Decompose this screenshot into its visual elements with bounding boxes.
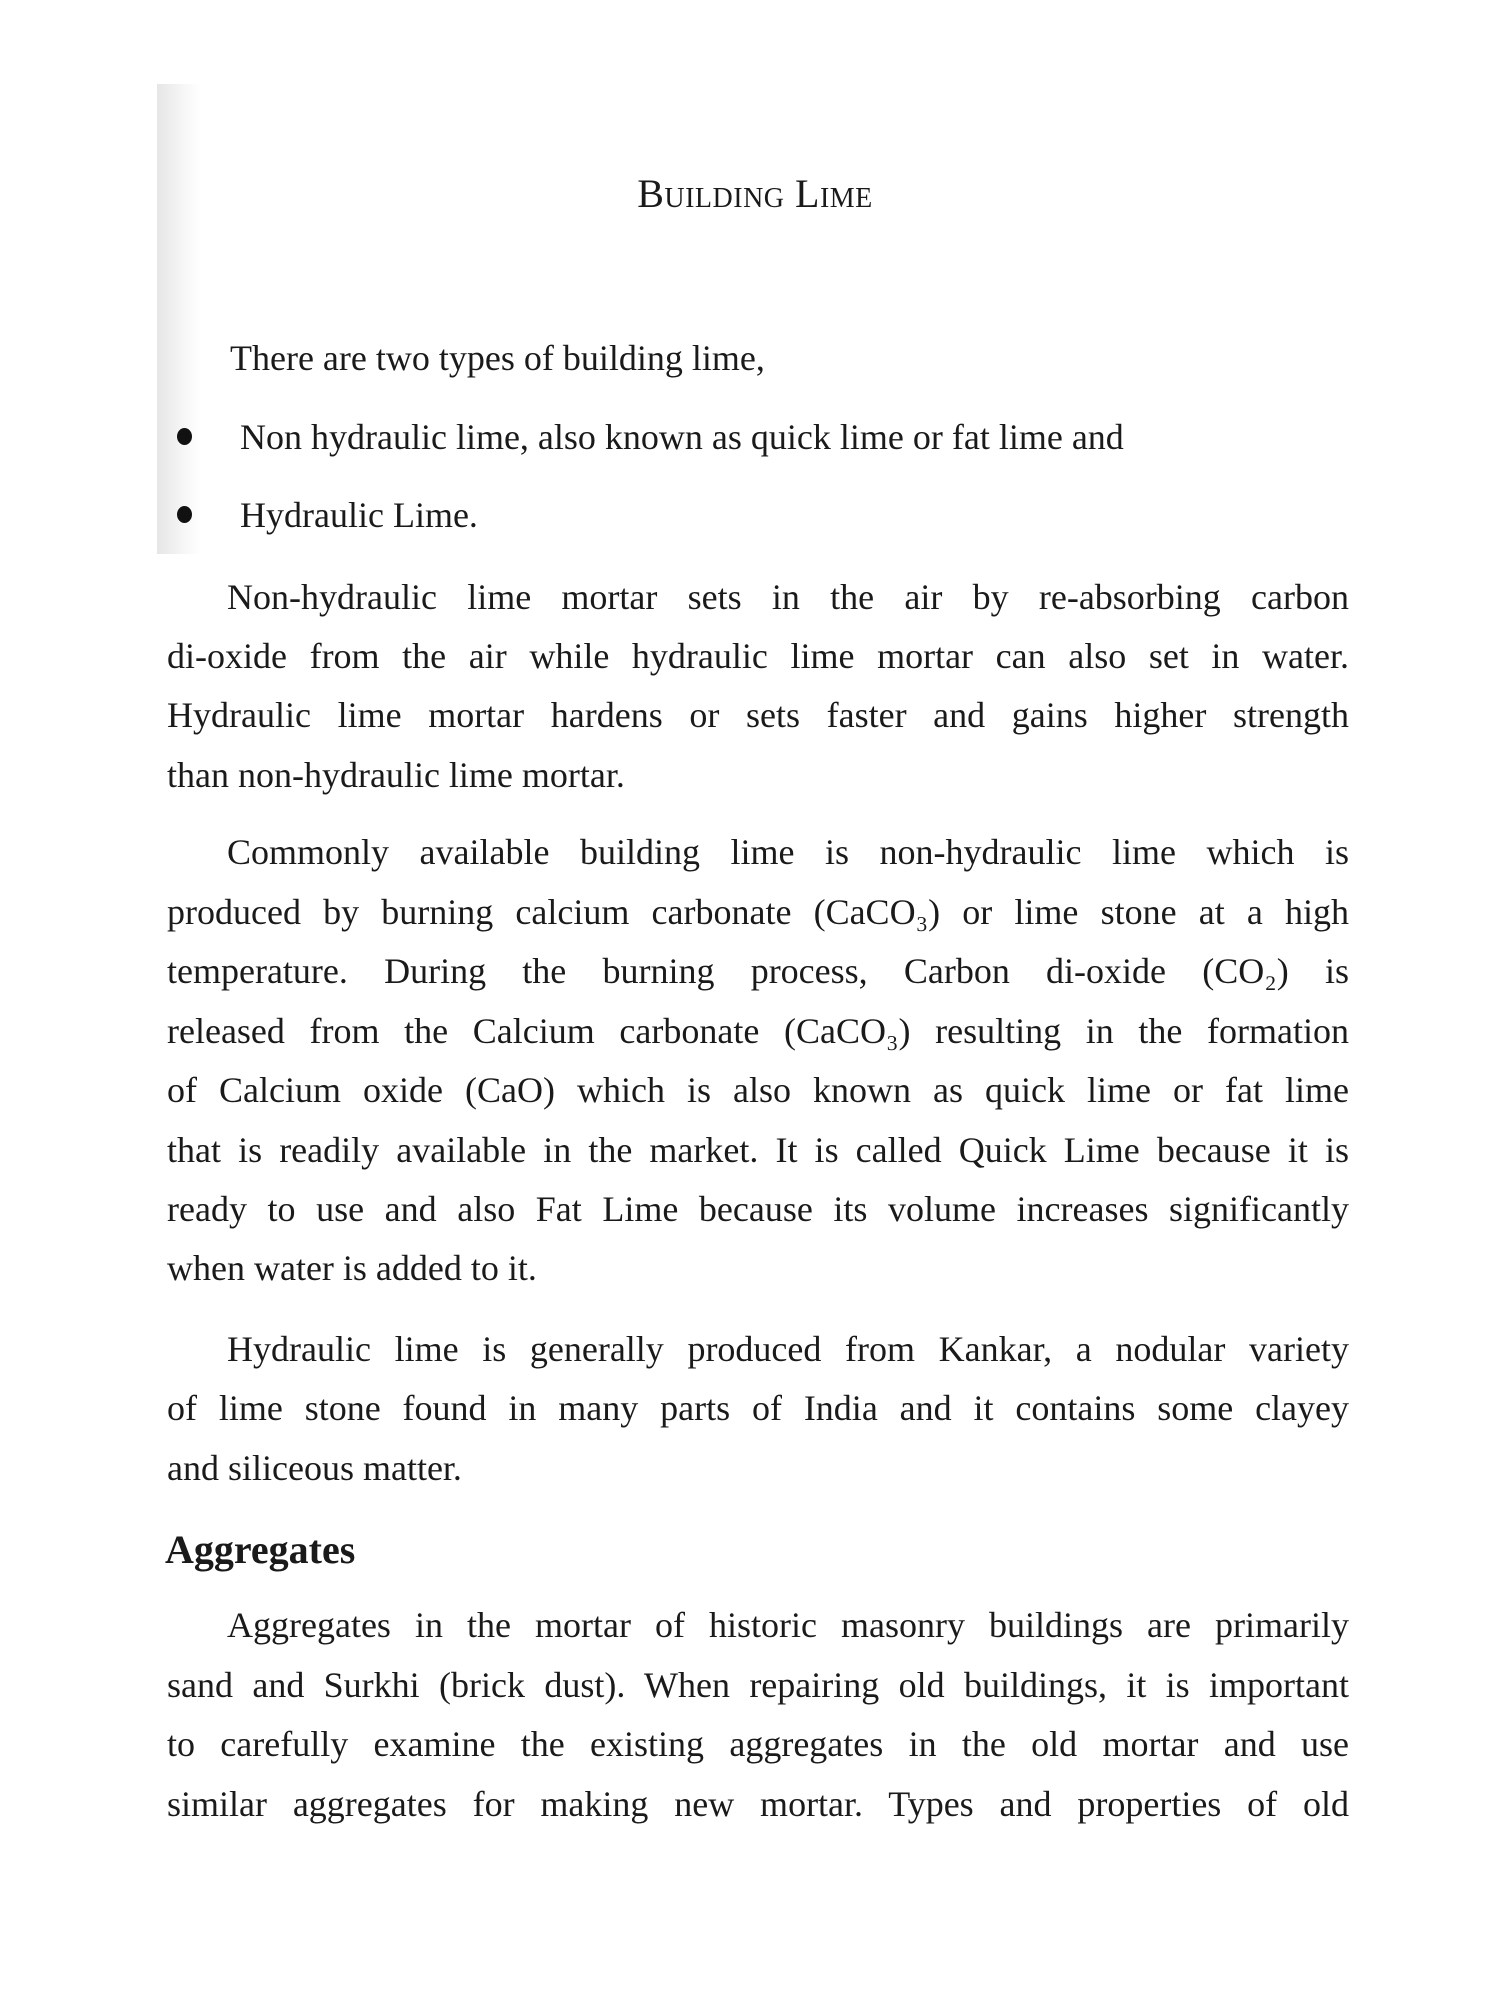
bullet-item: Non hydraulic lime, also known as quick lime or fat lime and (240, 417, 1124, 457)
paragraph-line: ready to use and also Fat Lime because its volume increases significantly (167, 1189, 1349, 1229)
paragraph-line: di-oxide from the air while hydraulic lime mortar can also set in water. (167, 636, 1349, 676)
paragraph-line: when water is added to it. (167, 1248, 537, 1288)
paragraph-line: and siliceous matter. (167, 1448, 462, 1488)
paragraph-line: of lime stone found in many parts of India and it contains some clayey (167, 1388, 1349, 1428)
page-title: Building Lime (637, 171, 873, 216)
paragraph-line: Hydraulic lime is generally produced from Kankar, a nodular variety (227, 1329, 1349, 1369)
bullet-item: Hydraulic Lime. (240, 495, 478, 535)
paragraph-line: Non-hydraulic lime mortar sets in the air by re-absorbing carbon (227, 577, 1349, 617)
paragraph-line: temperature. During the burning process, Carbon di-oxide (CO₂) is (167, 951, 1349, 991)
paragraph-line: released from the Calcium carbonate (CaCO₃) resulting in the formation (167, 1011, 1349, 1051)
paragraph-line: than non-hydraulic lime mortar. (167, 755, 625, 795)
paragraph-line: Hydraulic lime mortar hardens or sets faster and gains higher strength (167, 695, 1349, 735)
paragraph-line: similar aggregates for making new mortar. Types and properties of old (167, 1784, 1349, 1824)
bullet-icon (177, 428, 192, 445)
section-heading-aggregates: Aggregates (165, 1527, 356, 1572)
paragraph-line: produced by burning calcium carbonate (CaCO₃) or lime stone at a high (167, 892, 1349, 932)
paragraph-line: sand and Surkhi (brick dust). When repairing old buildings, it is important (167, 1665, 1349, 1705)
intro-text: There are two types of building lime, (230, 338, 765, 378)
paragraph-line: Aggregates in the mortar of historic masonry buildings are primarily (227, 1605, 1349, 1645)
paragraph-line: Commonly available building lime is non-hydraulic lime which is (227, 832, 1349, 872)
bullet-icon (177, 506, 192, 523)
paragraph-line: of Calcium oxide (CaO) which is also known as quick lime or fat lime (167, 1070, 1349, 1110)
paragraph-line: to carefully examine the existing aggregates in the old mortar and use (167, 1724, 1349, 1764)
scan-shadow (157, 84, 201, 554)
paragraph-line: that is readily available in the market. It is called Quick Lime because it is (167, 1130, 1349, 1170)
